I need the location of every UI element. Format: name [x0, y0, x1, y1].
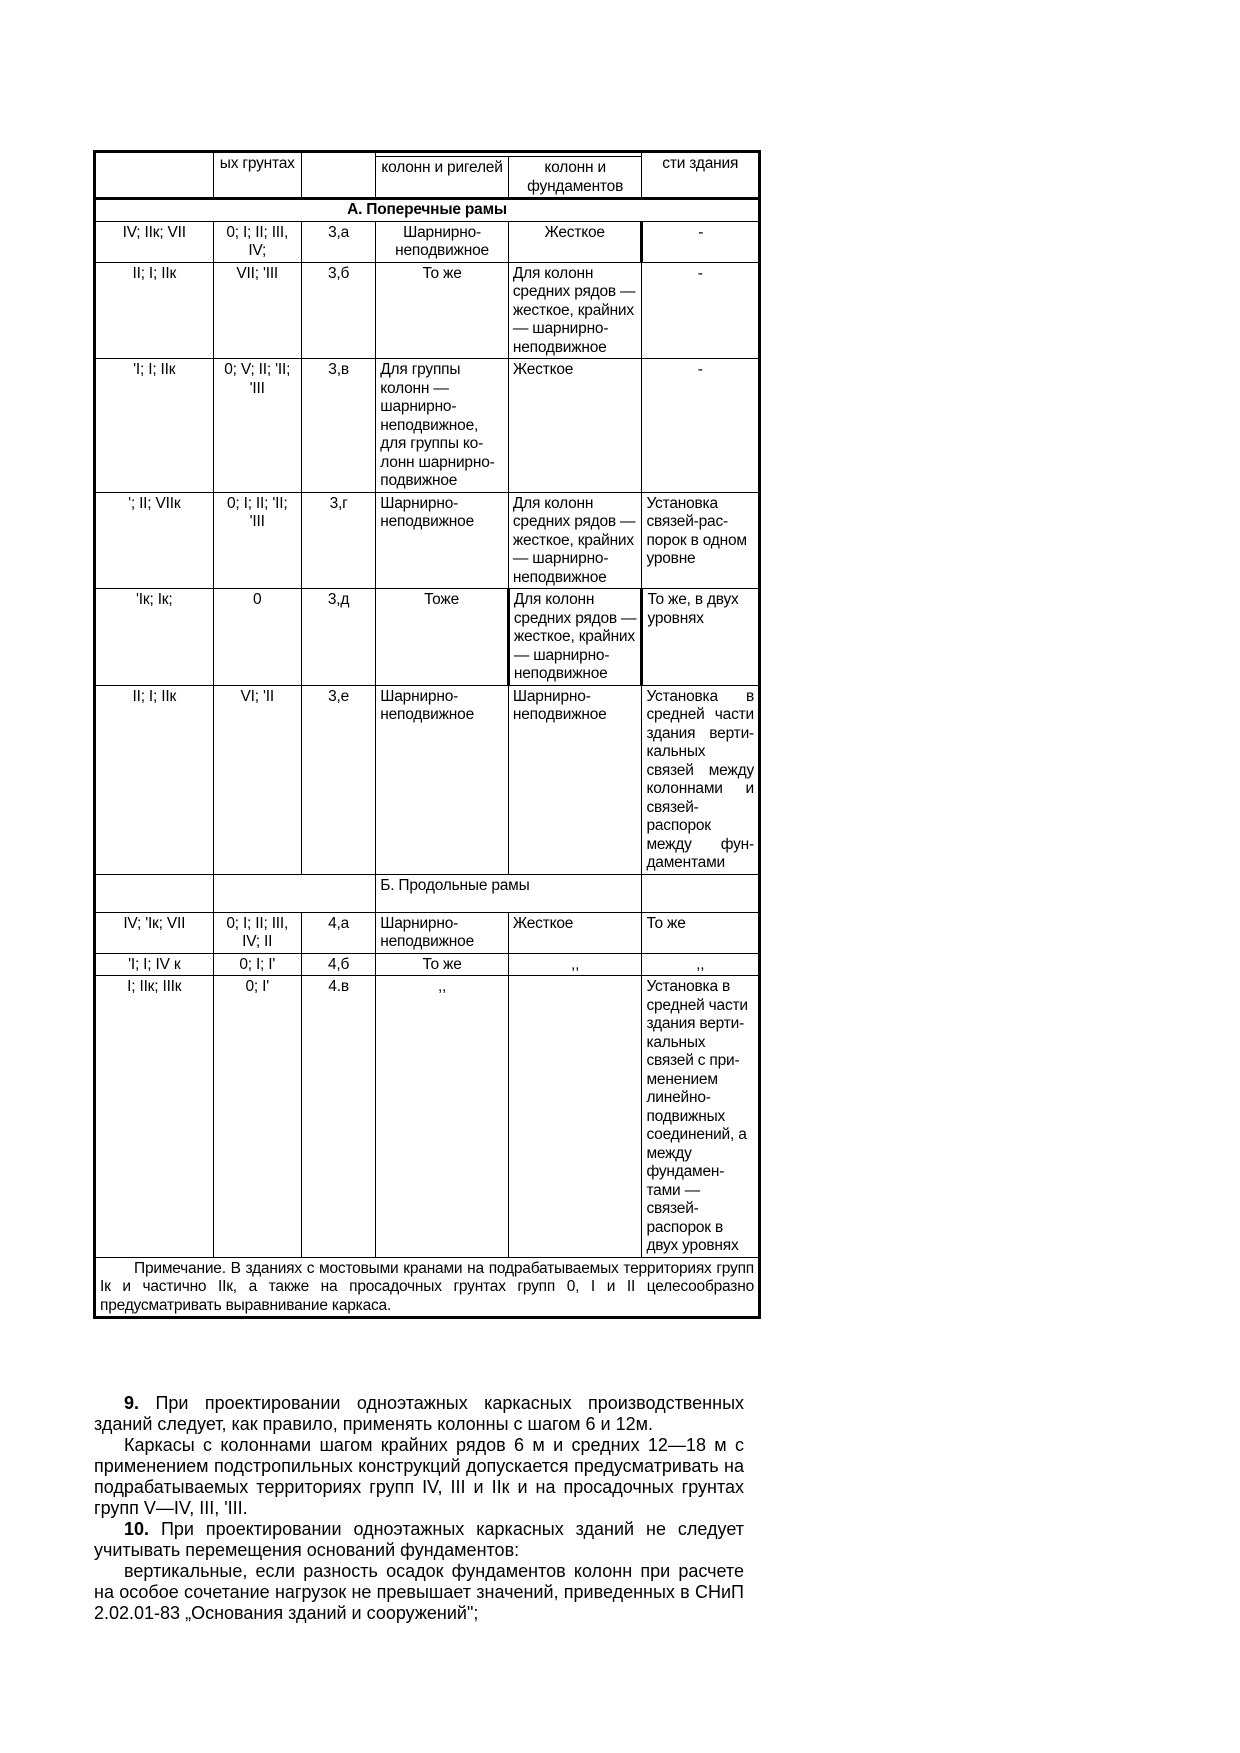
table-cell: 'I; I; IV к	[95, 953, 214, 976]
table-cell: Шарнирно-неподвижное	[376, 221, 509, 262]
table-cell: Для колонн средних рядов — жесткое, крайних — шарнирно-неподвижное	[508, 589, 642, 686]
table-cell: II; I; IIк	[95, 262, 214, 359]
table-cell: Установка связей-рас-порок в одном уровне	[642, 492, 760, 589]
table-cell: То же	[642, 912, 760, 953]
paragraph: вертикальные, если разность осадок фундаментов колонн при расчете на особое сочетание нагрузок не превышает значений, приведенных в СНиП 2.02.01-83 „Основания зданий и сооружений";	[94, 1561, 744, 1623]
table-cell: Шарнирно-неподвижное	[376, 685, 509, 874]
table-row	[95, 262, 760, 359]
table-cell: Шарнирно-неподвижное	[376, 492, 509, 589]
section-title: Б. Продольные рамы	[376, 874, 642, 912]
table-cell: То же, в двух уровнях	[642, 589, 760, 686]
table-cell: 4,а	[301, 912, 375, 953]
table-row	[95, 359, 760, 493]
paragraph: Каркасы с колоннами шагом крайних рядов 6 м и средних 12—18 м с применением подстропильных конструкций допускается предусматривать на подрабатываемых территориях групп IV, III и IIк и на просадочных грунтах групп V—IV, III, 'III.	[94, 1435, 744, 1518]
table-cell: 0; I'	[213, 976, 301, 1258]
header-cell: колонн и ригелей	[376, 157, 509, 199]
table-cell	[301, 874, 375, 912]
table-cell: II; I; IIк	[95, 685, 214, 874]
table-cell: -	[642, 221, 760, 262]
table-cell: Жесткое	[508, 359, 642, 493]
table-cell: 3,г	[301, 492, 375, 589]
table-cell	[213, 874, 301, 912]
table-cell: 0	[213, 589, 301, 686]
paragraph	[94, 1519, 744, 1561]
table-cell: 4,б	[301, 953, 375, 976]
table-cell: '; II; VIIк	[95, 492, 214, 589]
table-cell: 3,б	[301, 262, 375, 359]
table-cell	[508, 976, 642, 1258]
table-cell: 0; I; II; 'II; 'III	[213, 492, 301, 589]
header-cell	[95, 152, 214, 199]
table-cell: Жесткое	[508, 221, 642, 262]
table-cell: 3,е	[301, 685, 375, 874]
table-cell: Для колонн средних рядов — жесткое, крайних — шарнирно-неподвижное	[508, 262, 642, 359]
table-cell: VI; 'II	[213, 685, 301, 874]
clause-number: 9.	[124, 1393, 140, 1413]
section-row	[95, 874, 760, 912]
paragraph	[94, 1393, 744, 1435]
header-cell	[301, 152, 375, 199]
table-cell: Жесткое	[508, 912, 642, 953]
table-row	[95, 221, 760, 262]
table-cell: 'Iк; Iк;	[95, 589, 214, 686]
table-row	[95, 685, 760, 874]
table-cell: 3,д	[301, 589, 375, 686]
table-cell	[95, 874, 214, 912]
table-cell: 0; I; II; III, IV;	[213, 221, 301, 262]
paragraph-text: При проектировании одноэтажных каркасных производственных зданий следует, как правило, применять колонны с шагом 6 и 12м.	[94, 1393, 744, 1434]
table-cell: 0; I; II; III, IV; II	[213, 912, 301, 953]
table-cell: Установка в средней части здания верти-кальных связей с при-менением линейно-подвижных соединений, а между фундамен-тами — связей-распорок в двух уровнях	[642, 976, 760, 1258]
paragraph-text: При проектировании одноэтажных каркасных зданий не следует учитывать перемещения оснований фундаментов:	[94, 1519, 744, 1560]
clause-number: 10.	[124, 1519, 150, 1539]
table-cell: 3,в	[301, 359, 375, 493]
table-note: Примечание. В зданиях с мостовыми кранами на подрабатываемых территориях групп Iк и частично IIк, а также на просадочных грунтах групп 0, I и II целесообразно предусматривать выравнивание каркаса.	[95, 1257, 760, 1318]
table-row	[95, 492, 760, 589]
table-cell: VII; 'III	[213, 262, 301, 359]
table-cell: ,,	[376, 976, 509, 1258]
table-cell: Для группы колонн — шарнирно-неподвижное, для группы ко-лонн шарнирно-подвижное	[376, 359, 509, 493]
table-cell: ,,	[508, 953, 642, 976]
table-cell: -	[642, 262, 760, 359]
table-cell	[642, 874, 760, 912]
section-row	[95, 199, 760, 222]
body-text	[94, 1393, 744, 1624]
table-cell: 4.в	[301, 976, 375, 1258]
table-row	[95, 976, 760, 1258]
table-cell: 'I; I; IIк	[95, 359, 214, 493]
header-cell: колонн и фундаментов	[508, 157, 642, 199]
table-cell: То же	[376, 953, 509, 976]
table-cell: Шарнирно-неподвижное	[376, 912, 509, 953]
table-cell: 3,а	[301, 221, 375, 262]
table-cell: ,,	[642, 953, 760, 976]
frames-table	[93, 150, 761, 1319]
header-cell: ых грунтах	[213, 152, 301, 199]
table-cell: -	[642, 359, 760, 493]
table-cell: 0; V; II; 'II; 'III	[213, 359, 301, 493]
table-cell: IV; IIк; VII	[95, 221, 214, 262]
note-row	[95, 1257, 760, 1318]
table-cell: 0; I; I'	[213, 953, 301, 976]
table-row	[95, 912, 760, 953]
table-cell: Шарнирно-неподвижное	[508, 685, 642, 874]
table-cell: То же	[376, 262, 509, 359]
table-row	[95, 589, 760, 686]
table-cell: Тоже	[376, 589, 509, 686]
table-cell: I; IIк; IIIк	[95, 976, 214, 1258]
table-row	[95, 953, 760, 976]
section-title: А. Поперечные рамы	[95, 199, 760, 222]
table-cell: IV; 'Iк; VII	[95, 912, 214, 953]
table-cell: Установка в средней части здания верти-кальных связей между колоннами и связей-распорок между фун-даментами	[642, 685, 760, 874]
table-cell: Для колонн средних рядов — жесткое, крайних — шарнирно-неподвижное	[508, 492, 642, 589]
header-cell: сти здания	[642, 152, 760, 199]
